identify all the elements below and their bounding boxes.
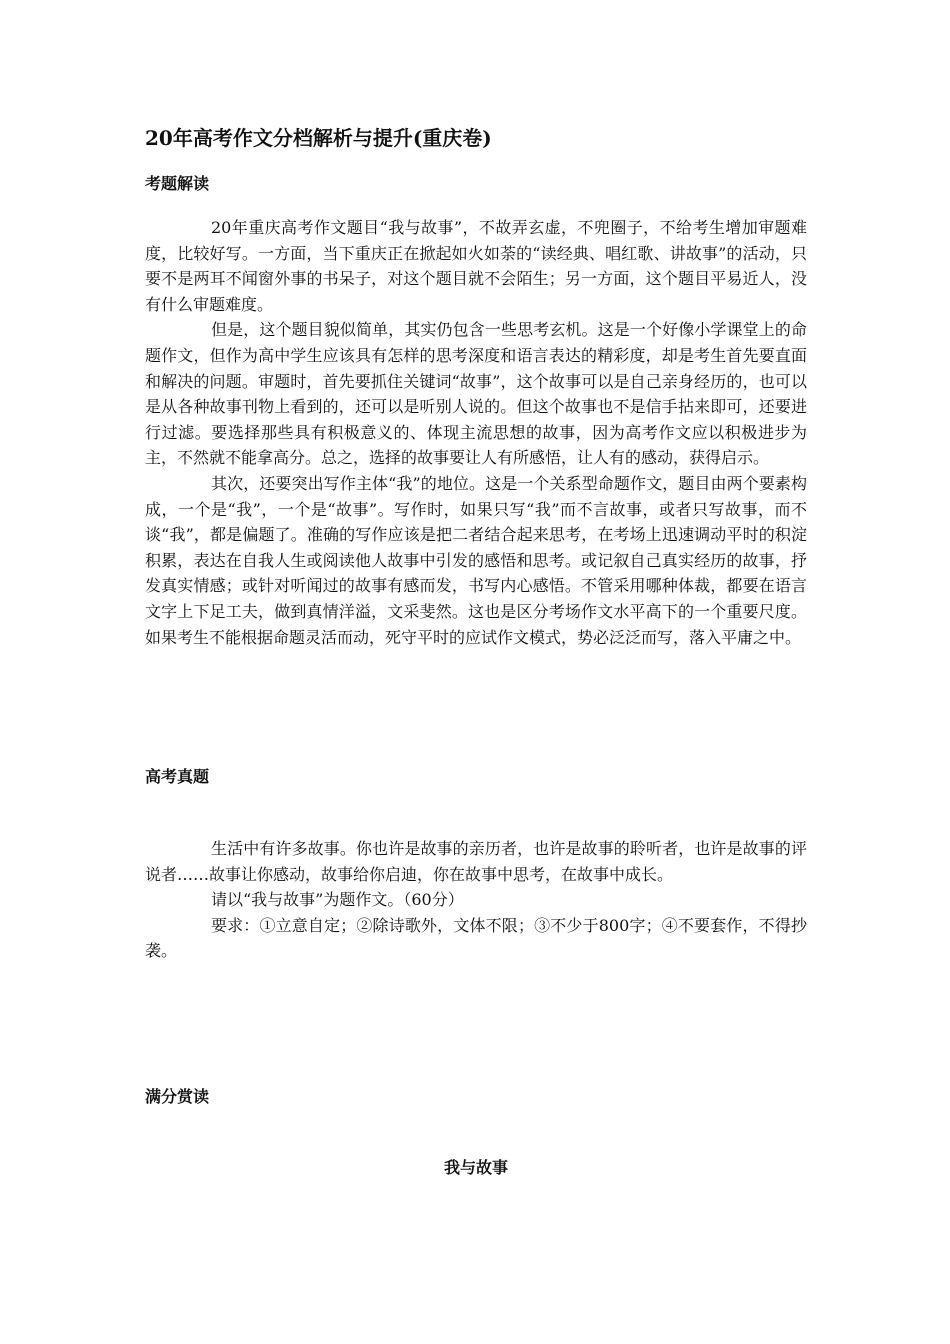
exam-body: [145, 836, 807, 964]
exam-paragraph: 请以“我与故事”为题作文。（60分）: [211, 890, 464, 910]
analysis-paragraph: 20年重庆高考作文题目“我与故事”，不故弄玄虚，不兜圈子，不给考生增加审题难度，比较好写。一方面，当下重庆正在掀起如火如荼的“读经典、唱红歌、讲故事”的活动，只要不是两耳不闻窗外事的书呆子，对这个题目就不会陌生；另一方面，这个题目平易近人，没有什么审题难度。: [145, 218, 807, 314]
section-heading-sample: 满分赏读: [145, 1087, 210, 1106]
section-heading-exam: 高考真题: [145, 767, 210, 786]
essay-title: 我与故事: [443, 1158, 508, 1177]
exam-paragraph: 生活中有许多故事。你也许是故事的亲历者，也许是故事的聆听者，也许是故事的评说者……故事让你感动，故事给你启迪，你在故事中思考，在故事中成长。: [145, 839, 807, 884]
exam-paragraph: 要求：①立意自定；②除诗歌外，文体不限；③不少于800字；④不要套作，不得抄袭。: [145, 915, 807, 961]
analysis-paragraph: 其次，还要突出写作主体“我”的地位。这是一个关系型命题作文，题目由两个要素构成，一个是“我”，一个是“故事”。写作时，如果只写“我”而不言故事，或者只写故事，而不谈“我”，都是偏题了。准确的写作应该是把二者结合起来思考，在考场上迅速调动平时的积淀积累，表达在自我人生或阅读他人故事中引发的感悟和思考。或记叙自己真实经历的故事，抒发真实情感；或针对听闻过的故事有感而发，书写内心感悟。不管采用哪种体裁，都要在语言文字上下足工夫，做到真情洋溢，文采斐然。这也是区分考场作文水平高下的一个重要尺度。如果考生不能根据命题灵活而动，死守平时的应试作文模式，势必泛泛而写，落入平庸之中。: [145, 473, 807, 647]
document-title: 20年高考作文分档解析与提升(重庆卷): [145, 126, 492, 150]
document-page: [145, 0, 807, 1344]
section-heading-analysis: 考题解读: [145, 174, 210, 193]
analysis-body: [145, 215, 807, 650]
analysis-paragraph: 但是，这个题目貌似简单，其实仍包含一些思考玄机。这是一个好像小学课堂上的命题作文，但作为高中学生应该具有怎样的思考深度和语言表达的精彩度，却是考生首先要直面和解决的问题。审题时，首先要抓住关键词“故事”，这个故事可以是自己亲身经历的，也可以是从各种故事刊物上看到的，还可以是听别人说的。但这个故事也不是信手拈来即可，还要进行过滤。要选择那些具有积极意义的、体现主流思想的故事，因为高考作文应以积极进步为主，不然就不能拿高分。总之，选择的故事要让人有所感悟，让人有的感动，获得启示。: [145, 320, 807, 468]
